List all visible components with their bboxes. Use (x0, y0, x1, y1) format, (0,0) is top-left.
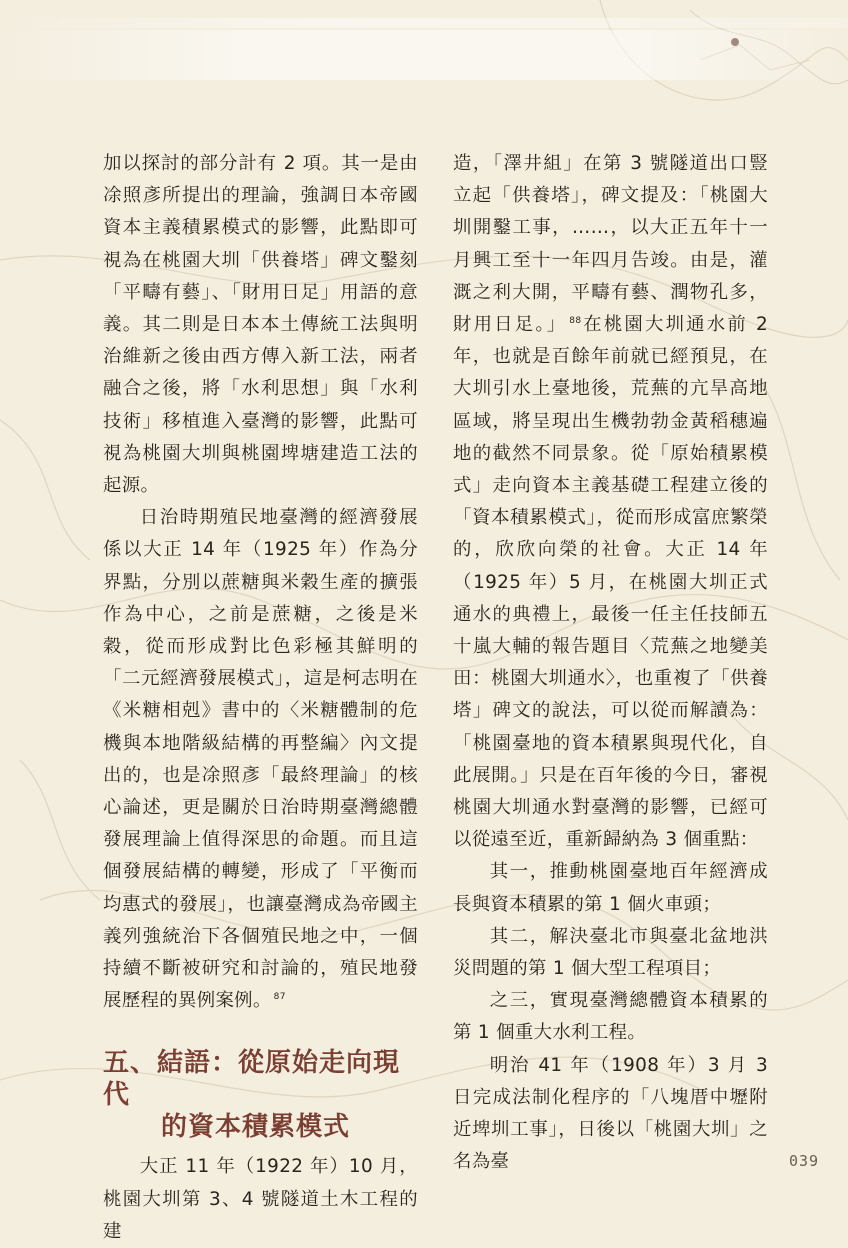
section-heading-line-2: 的資本積累模式 (161, 1112, 351, 1143)
left-paragraph-2 (103, 502, 418, 1017)
footnote-ref-87: 87 (273, 992, 286, 1003)
key-point-2: 其二，解決臺北市與臺北盆地洪災問題的第 1 個大型工程項目； (453, 925, 768, 980)
section-heading-line-1: 五、結語：從原始走向現代 (103, 1048, 401, 1111)
key-point-1: 其一，推動桃園臺地百年經濟成長與資本積累的第 1 個火車頭； (453, 861, 768, 915)
section-heading (103, 1047, 418, 1143)
page-number: 039 (789, 1152, 820, 1170)
left-paragraph-1: 加以探討的部分計有 2 項。其一是由凃照彥所提出的理論，強調日本帝國資本主義積累模式的影響，此點即可視為在桃園大圳「供養塔」碑文鑿刻「平疇有藝」、「財用日足」用語的意義。其二則是日本本土傳統工法與明治維新之後由西方傳入新工法，兩者融合之後，將「水利思想」與「水利技術」移植進入臺灣的影響，此點可視為桃園大圳與桃園埤塘建造工法的起源。 (103, 153, 418, 497)
footnote-ref-88: 88 (569, 315, 582, 326)
right-paragraph-1-quote: 造，「澤井組」在第 3 號隧道出口豎立起「供養塔」，碑文提及：「桃園大圳開鑿工事，……，以大正五年十一月興工至十一年四月告竣。由是，灌溉之利大開，平疇有藝、潤物孔多，財用日足。」 (453, 153, 768, 336)
header-band (0, 30, 848, 80)
right-column (453, 148, 768, 1179)
header-band-thin (0, 18, 848, 28)
key-point-3: 之三，實現臺灣總體資本積累的第 1 個重大水利工程。 (453, 990, 768, 1044)
right-paragraph-1 (453, 148, 768, 856)
right-paragraph-1-rest: 在桃園大圳通水前 2 年，也就是百餘年前就已經預見，在大圳引水上臺地後，荒蕪的亢旱高地區域，將呈現出生機勃勃金黃稻穗遍地的截然不同景象。從「原始積累模式」走向資本主義基礎工程建立後的「資本積累模式」，從而形成富庶繁榮的，欣欣向榮的社會。大正 14 年（1925 年）5 月，在桃園大圳正式通水的典禮上，最後一任主任技師五十嵐大輔的報告題目〈荒蕪之地變美田：桃園大圳通水〉，也重複了「供養塔」碑文的說法，可以從而解讀為：「桃園臺地的資本積累與現代化，自此展開。」只是在百年後的今日，審視桃園大圳通水對臺灣的影響，已經可以從遠至近，重新歸納為 3 個重點： (453, 314, 768, 851)
left-paragraph-2-text: 日治時期殖民地臺灣的經濟發展係以大正 14 年（1925 年）作為分界點，分別以蔗糖與米穀生產的擴張作為中心，之前是蔗糖，之後是米穀，從而形成對比色彩極其鮮明的「二元經濟發展模式」，這是柯志明在《米糖相剋》書中的〈米糖體制的危機與本地階級結構的再整編〉內文提出的，也是凃照彥「最終理論」的核心論述，更是關於日治時期臺灣總體發展理論上值得深思的命題。而且這個發展結構的轉變，形成了「平衡而均惠式的發展」，也讓臺灣成為帝國主義列強統治下各個殖民地之中，一個持續不斷被研究和討論的，殖民地發展歷程的異例案例。 (103, 507, 418, 1012)
left-paragraph-3: 大正 11 年（1922 年）10 月，桃園大圳第 3、4 號隧道土木工程的建 (103, 1156, 418, 1242)
left-column (103, 148, 418, 1248)
right-paragraph-last: 明治 41 年（1908 年）3 月 3 日完成法制化程序的「八塊厝中壢附近埤圳工事」，日後以「桃園大圳」之名為臺 (453, 1054, 768, 1173)
